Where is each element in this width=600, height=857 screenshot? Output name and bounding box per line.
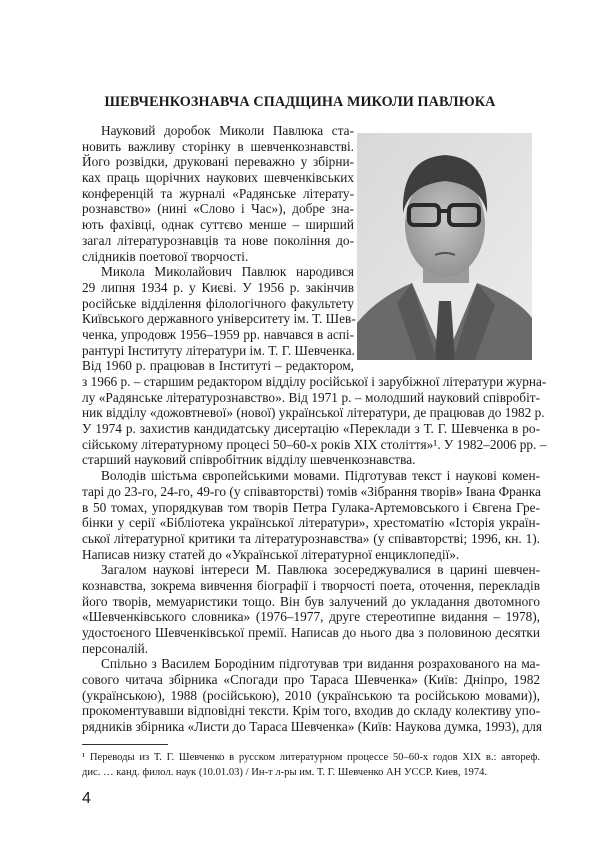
- footnote-line: ¹ Переводы из Т. Г. Шевченко в русском литературном процессе 50–60-х годов XIX в.: автореф.: [82, 752, 540, 763]
- text-line: рантурі Інституту літератури ім. Т. Г. Шевченка.: [82, 342, 355, 358]
- page-title: ШЕВЧЕНКОЗНАВЧА СПАДЩИНА МИКОЛИ ПАВЛЮКА: [104, 94, 496, 110]
- text-line: 29 липня 1934 р. у Києві. У 1956 р. закінчив: [82, 279, 354, 295]
- paragraph: [82, 562, 540, 656]
- text-line: лу «Радянське літературознавство». Від 1971 р. – молодший науковий співробіт-: [82, 389, 540, 405]
- text-line: удостоєного Шевченківської премії. Написав до нього два з половиною десятки: [82, 625, 540, 640]
- text-line: (українською), 1988 (російською), 2010 (українською та російською мовами)),: [82, 687, 540, 703]
- text-line: Микола Миколайович Павлюк народився: [101, 264, 354, 280]
- footnote-separator: [82, 744, 168, 745]
- text-line: сійському літературному процесі 50–60-х років XIX століття»¹. У 1982–2006 рр. –: [82, 436, 547, 452]
- text-line: У 1974 р. захистив кандидатську дисертацію «Переклади з Т. Г. Шевченка в ро-: [82, 421, 540, 437]
- text-line: тарі до 23-го, 24-го, 49-го (у співавторстві) томів «Зібрання творів» Івана Франка: [82, 483, 541, 499]
- text-line: Загалом наукові інтереси М. Павлюка зосереджувалися в царині шевчен-: [101, 562, 540, 578]
- paragraph: [82, 656, 543, 735]
- text-line: загал літературознавців та нове покоління до-: [82, 232, 354, 248]
- page-number: 4: [82, 790, 91, 807]
- text-line: персоналій.: [82, 640, 149, 656]
- text-line: сового читача збірника «Спогади про Тараса Шевченка» (Київ: Дніпро, 1982: [82, 672, 540, 688]
- text-line: ської літературної критики та літературознавства» (у співавторстві; 1996, кн. 1).: [82, 530, 540, 546]
- portrait-photo: [357, 133, 532, 360]
- portrait-image: [357, 133, 532, 360]
- text-line: ють фахівці, однак суттєво менше – ширший: [82, 217, 354, 233]
- text-line: Київського державного університету ім. Т. Шев-: [82, 311, 356, 327]
- paragraph: [82, 468, 540, 562]
- text-line: Написав низку статей до «Української літературної енциклопедії».: [82, 546, 460, 562]
- text-line: слідників поетової творчості.: [82, 248, 249, 264]
- text-line: Від 1960 р. працював в Інституті – редактором,: [82, 358, 354, 374]
- text-line: з 1966 р. – старшим редактором відділу російської і зарубіжної літератури журна-: [82, 374, 547, 389]
- text-line: рознавство» (нині «Слово і Час»), добре зна-: [82, 201, 354, 217]
- text-line: Науковий доробок Миколи Павлюка ста-: [101, 123, 354, 138]
- text-line: в 50 томах, упорядкував том творів Петра Гулака-Артемовського і Євгена Гре-: [82, 499, 540, 515]
- text-line: «Шевченківського словника» (1976–1977, друге стереотипне видання – 1978),: [82, 609, 540, 625]
- text-line: його творів, мемуаристики тощо. Він був залучений до укладання двотомного: [82, 593, 540, 609]
- text-line: Володів шістьма європейськими мовами. Підготував текст і наукові комен-: [101, 468, 540, 484]
- text-line: новить важливу сторінку в шевченкознавстві.: [82, 138, 354, 154]
- text-line: старший науковий співробітник відділу шевченкознавства.: [82, 452, 416, 468]
- text-line: ках праць щорічних наукових шевченківських: [82, 170, 354, 186]
- footnote-line: дис. … канд. филол. наук (10.01.03) / Ин-т л-ры им. Т. Г. Шевченко АН УССР. Киев, 1974.: [82, 767, 488, 778]
- text-line: бінки у серії «Бібліотека української літератури», хрестоматію «Історія україн-: [82, 515, 540, 531]
- text-line: рядників збірника «Листи до Тараса Шевченка» (Київ: Наукова думка, 1993), для: [82, 719, 543, 735]
- footnote: [82, 750, 540, 780]
- text-line: Спільно з Василем Бородіним підготував три видання розрахованого на ма-: [101, 656, 540, 672]
- text-line: Його розвідки, друковані переважно у збірни-: [82, 154, 354, 170]
- text-line: ченка, упродовж 1956–1959 рр. навчався в аспі-: [82, 326, 354, 342]
- text-line: конференцій та журналі «Радянське літерату-: [82, 185, 354, 201]
- text-line: російське відділення філологічного факультету: [82, 295, 354, 311]
- text-line: прокоментувавши відповідні тексти. Крім того, входив до складу колективу упо-: [82, 703, 540, 719]
- text-line: кознавства, зокрема вивчення біографії і творчості поета, оточення, перекладів: [82, 577, 540, 593]
- text-line: ник відділу «дожовтневої» (нової) української літератури, де працював до 1982 р.: [82, 405, 545, 421]
